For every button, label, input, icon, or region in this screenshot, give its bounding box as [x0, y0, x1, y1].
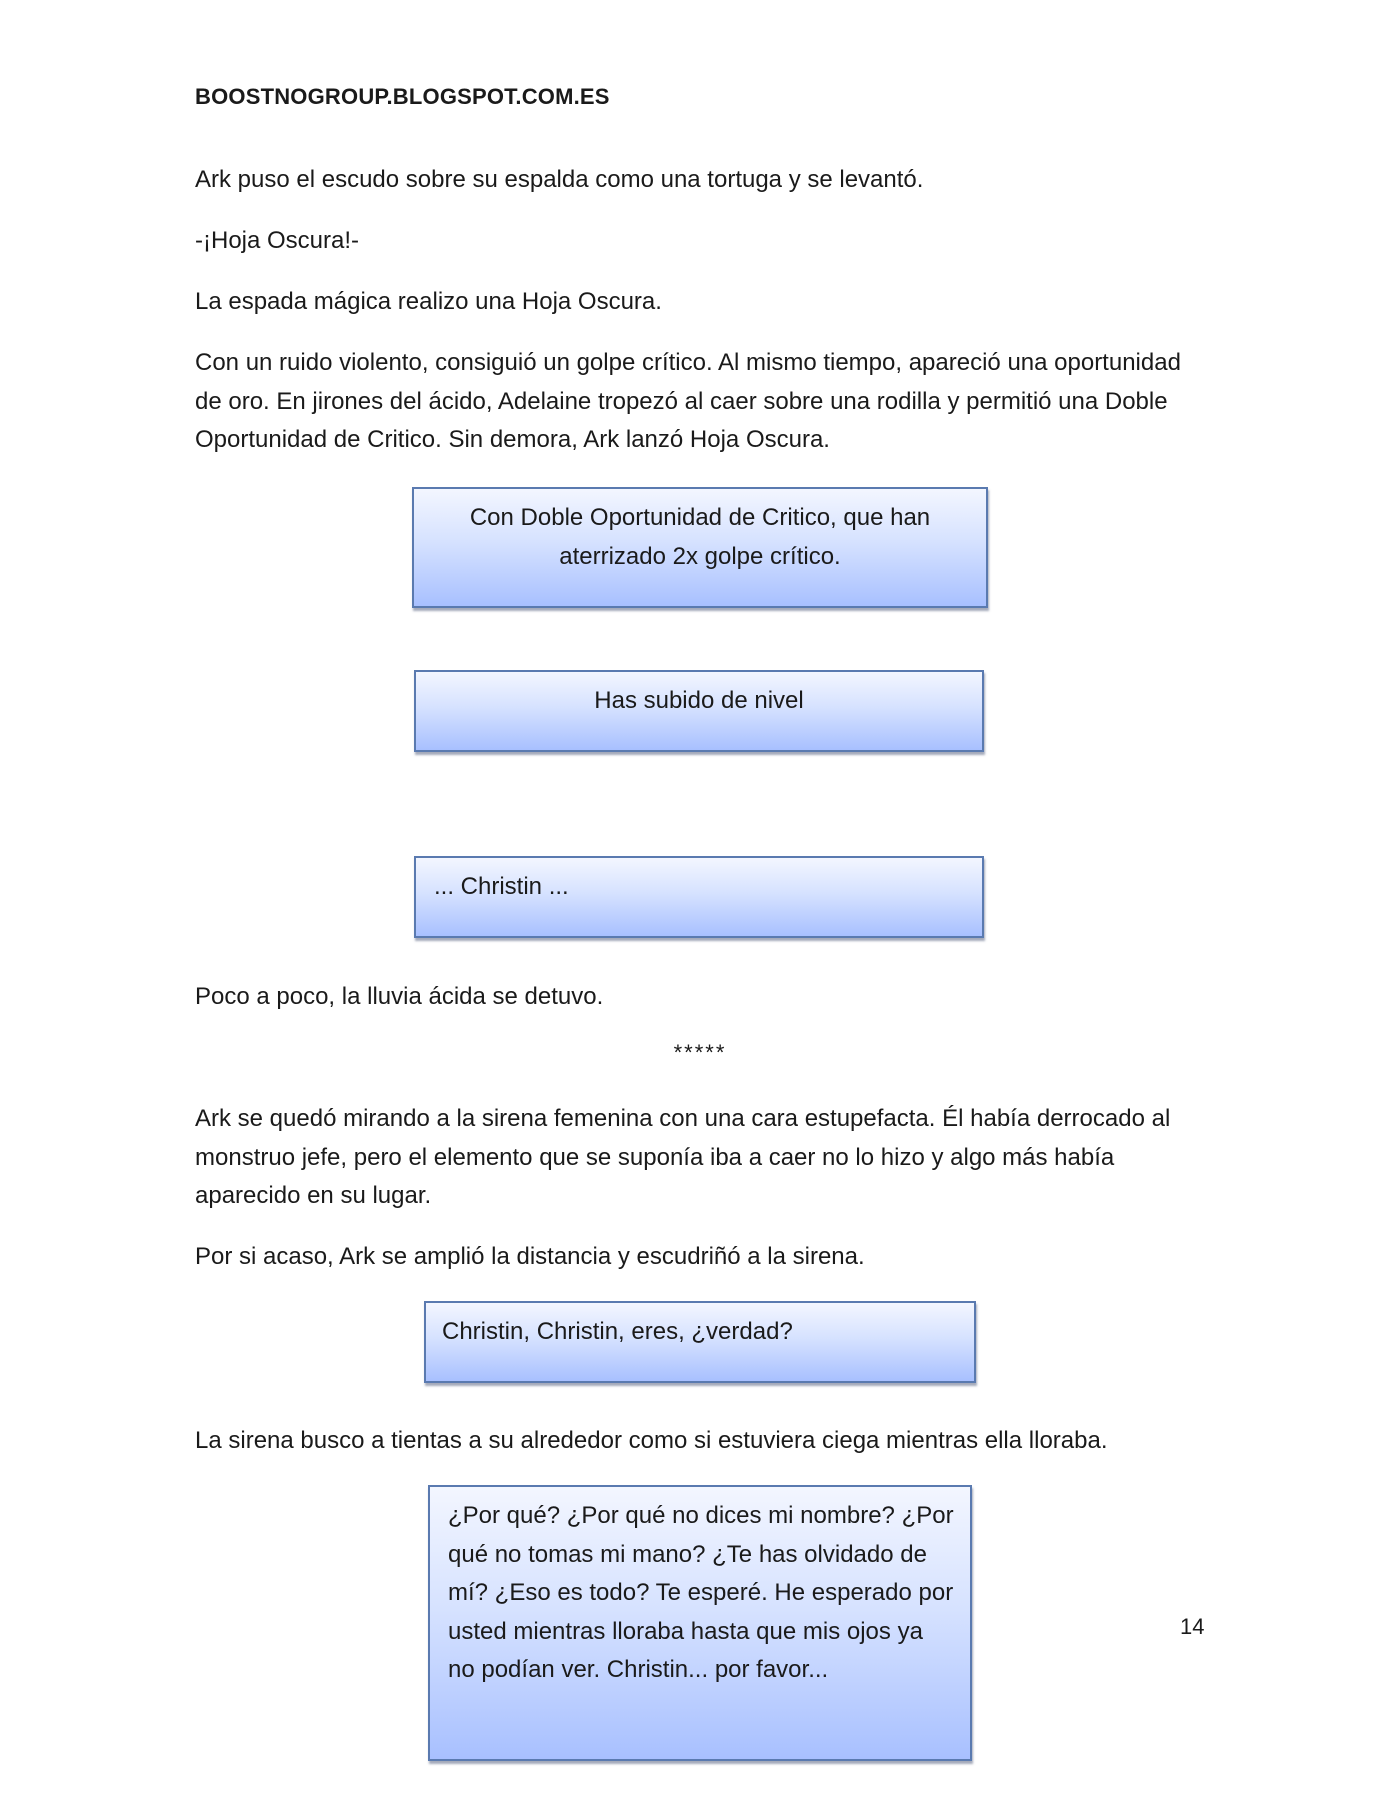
dialogue-box-christin: ... Christin ... — [414, 856, 984, 938]
paragraph-siren-cry: La sirena busco a tientas a su alrededor como si estuviera ciega mientras ella lloraba. — [195, 1427, 1108, 1454]
paragraph-shield: Ark puso el escudo sobre su espalda como una tortuga y se levantó. — [195, 166, 924, 193]
system-message-critical: Con Doble Oportunidad de Critico, que han aterrizado 2x golpe crítico. — [412, 487, 988, 608]
paragraph-critical-hit: Con un ruido violento, consiguió un golpe crítico. Al mismo tiempo, apareció una oportunidad de oro. En jirones del ácido, Adelaine tropezó al caer sobre una rodilla y permitió una Doble Oportunidad de Critico. Sin demora, Ark lanzó Hoja Oscura. — [195, 349, 1181, 453]
paragraph-shout: -¡Hoja Oscura!- — [195, 227, 360, 254]
paragraph-dark-blade: La espada mágica realizo una Hoja Oscura. — [195, 288, 662, 315]
paragraph-distance: Por si acaso, Ark se amplió la distancia y escudriñó a la sirena. — [195, 1243, 865, 1270]
page-header: BOOSTNOGROUP.BLOGSPOT.COM.ES — [195, 84, 610, 109]
dialogue-box-question: Christin, Christin, eres, ¿verdad? — [424, 1301, 976, 1383]
system-message-level-up: Has subido de nivel — [414, 670, 984, 752]
dialogue-box-plea: ¿Por qué? ¿Por qué no dices mi nombre? ¿Por qué no tomas mi mano? ¿Te has olvidado de mí? ¿Eso es todo? Te esperé. He esperado por usted mientras lloraba hasta que mis ojos ya no podían ver. Christin... por favor... — [428, 1485, 972, 1761]
scene-separator: ***** — [673, 1040, 727, 1065]
paragraph-siren-stare: Ark se quedó mirando a la sirena femenina con una cara estupefacta. Él había derrocado al monstruo jefe, pero el elemento que se suponía iba a caer no lo hizo y algo más había aparecido en su lugar. — [195, 1105, 1171, 1209]
paragraph-acid-rain: Poco a poco, la lluvia ácida se detuvo. — [195, 983, 604, 1010]
page-number: 14 — [1180, 1614, 1205, 1639]
